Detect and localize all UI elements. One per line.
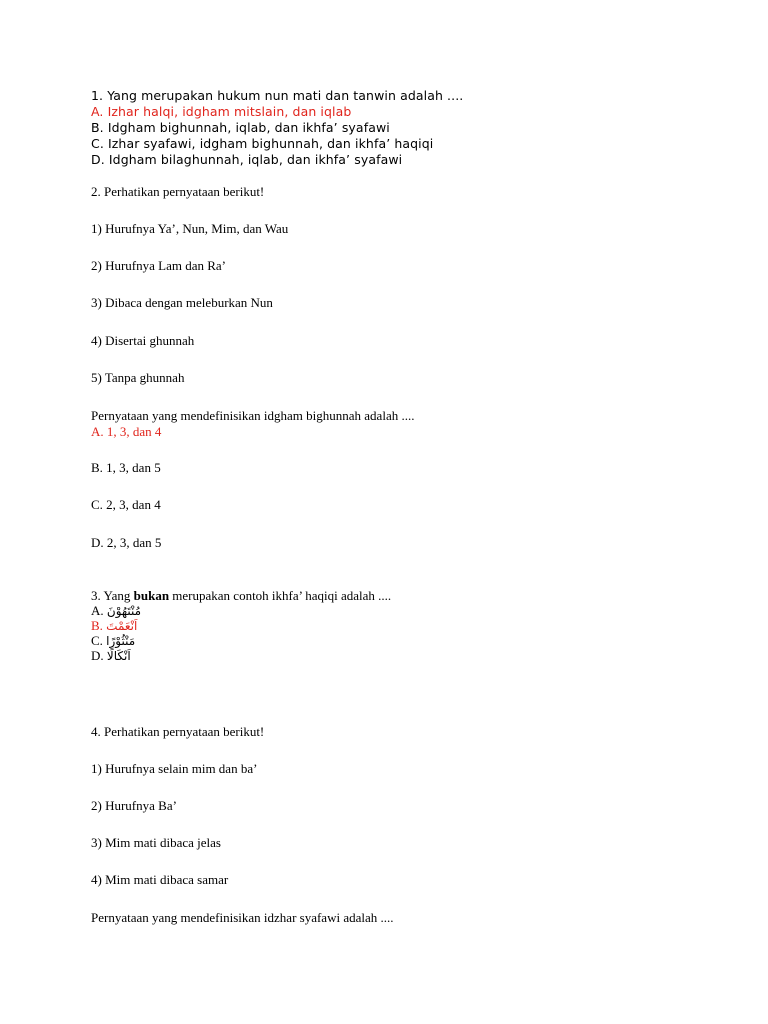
q3-option-a bbox=[91, 603, 141, 619]
q4-statement-1: 1) Hurufnya selain mim dan ba’ bbox=[91, 761, 258, 776]
q3-option-a-label: A. bbox=[91, 603, 107, 618]
q3-option-b-label: B. bbox=[91, 618, 107, 633]
q2-option-a: A. 1, 3, dan 4 bbox=[91, 424, 162, 439]
q2-question: Pernyataan yang mendefinisikan idgham bighunnah adalah .... bbox=[91, 408, 415, 423]
q4-question: Pernyataan yang mendefinisikan idzhar syafawi adalah .... bbox=[91, 910, 394, 925]
q3-option-d bbox=[91, 648, 131, 664]
q3-option-a-arabic: مُنْتَهُوْنَ bbox=[106, 604, 142, 618]
q4-statement-2: 2) Hurufnya Ba’ bbox=[91, 798, 177, 813]
q1-option-a: A. Izhar halqi, idgham mitslain, dan iqlab bbox=[91, 104, 352, 119]
q3-option-c-arabic: مَنْثُوْرًا bbox=[106, 634, 136, 648]
q3-option-c bbox=[91, 633, 135, 649]
q2-statement-2: 2) Hurufnya Lam dan Ra’ bbox=[91, 258, 227, 273]
q1-option-c: C. Izhar syafawi, idgham bighunnah, dan ikhfa’ haqiqi bbox=[91, 136, 434, 151]
q3-option-d-label: D. bbox=[91, 648, 107, 663]
q2-intro: 2. Perhatikan pernyataan berikut! bbox=[91, 184, 265, 199]
q2-statement-3: 3) Dibaca dengan meleburkan Nun bbox=[91, 295, 273, 310]
q3-option-d-arabic: اَنْكَالًا bbox=[106, 649, 131, 663]
q4-intro: 4. Perhatikan pernyataan berikut! bbox=[91, 724, 265, 739]
q4-statement-3: 3) Mim mati dibaca jelas bbox=[91, 835, 221, 850]
q2-option-c: C. 2, 3, dan 4 bbox=[91, 497, 161, 512]
q2-option-b: B. 1, 3, dan 5 bbox=[91, 460, 161, 475]
q3-question bbox=[91, 588, 391, 604]
q1-question: 1. Yang merupakan hukum nun mati dan tanwin adalah .... bbox=[91, 88, 464, 103]
q4-statement-4: 4) Mim mati dibaca samar bbox=[91, 872, 229, 887]
q1-option-d: D. Idgham bilaghunnah, iqlab, dan ikhfa’ syafawi bbox=[91, 152, 403, 167]
q2-statement-5: 5) Tanpa ghunnah bbox=[91, 370, 185, 385]
q3-option-c-label: C. bbox=[91, 633, 107, 648]
q2-statement-4: 4) Disertai ghunnah bbox=[91, 333, 195, 348]
q2-option-d: D. 2, 3, dan 5 bbox=[91, 535, 162, 550]
q3-question-prefix: 3. Yang bbox=[91, 588, 134, 603]
q3-question-suffix: merupakan contoh ikhfa’ haqiqi adalah .... bbox=[169, 588, 392, 603]
q1-option-b: B. Idgham bighunnah, iqlab, dan ikhfa’ syafawi bbox=[91, 120, 390, 135]
q3-option-b bbox=[91, 618, 137, 634]
q3-question-bold-word: bukan bbox=[133, 588, 170, 603]
q3-option-b-arabic: اَنْعَمْتَ bbox=[106, 619, 138, 633]
q2-statement-1: 1) Hurufnya Ya’, Nun, Mim, dan Wau bbox=[91, 221, 289, 236]
